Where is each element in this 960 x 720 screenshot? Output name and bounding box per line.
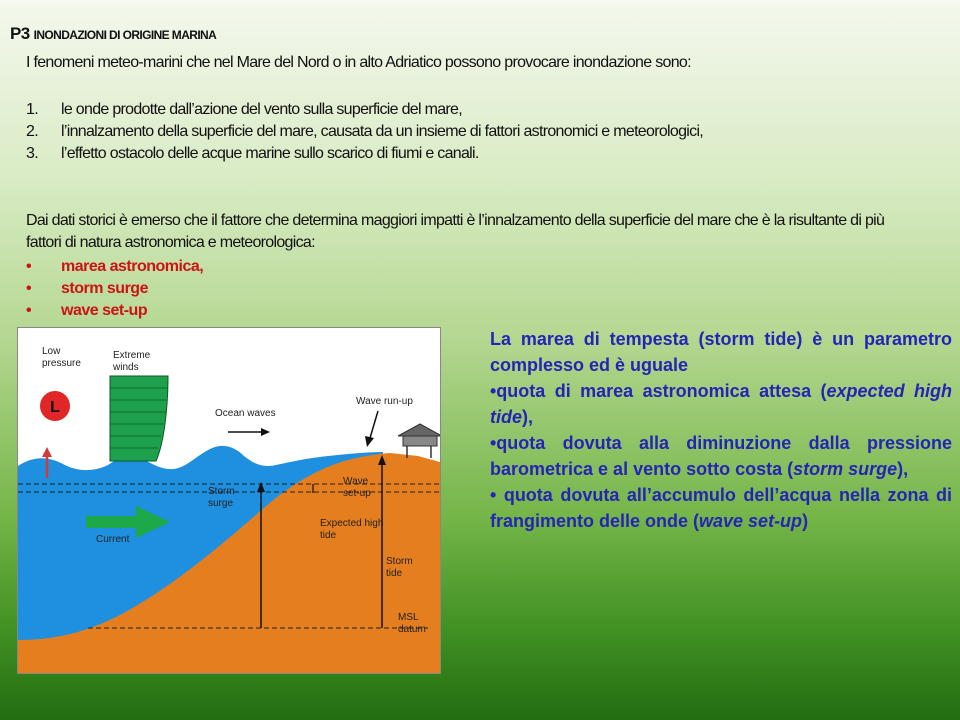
explanation-after: ), [897, 459, 909, 479]
historical-paragraph: Dai dati storici è emerso che il fattore che determina maggiori impatti è l’innalzamento della superficie del mare che è la risultante di più fattori di natura astronomica e meteorologica: [26, 212, 885, 251]
item-text: l’effetto ostacolo delle acque marine sullo scarico di fiumi e canali. [61, 145, 479, 162]
wave-runup-arrow-icon [370, 411, 378, 438]
numbered-item [26, 143, 926, 165]
low-pressure-symbol: L [50, 399, 60, 416]
item-number: 1. [26, 101, 38, 118]
explanation-line [490, 326, 952, 378]
storm-tide-explanation [490, 326, 952, 534]
factor-text: wave set-up [61, 302, 148, 319]
bullet-glyph: • [26, 280, 32, 297]
numbered-item [26, 121, 926, 143]
wave-setup-label: Wave set-up [343, 476, 371, 499]
title-code: P3 [10, 24, 30, 43]
explanation-after: ), [522, 407, 534, 427]
storm-tide-diagram [17, 327, 441, 674]
explanation-plain: •quota di marea astronomica attesa ( [490, 381, 827, 401]
factor-item [26, 256, 203, 278]
factor-text: storm surge [61, 280, 148, 297]
storm-tide-label: Storm tide [386, 556, 413, 579]
explanation-after: ) [802, 511, 809, 531]
title-text: INONDAZIONI DI ORIGINE MARINA [33, 28, 217, 42]
current-label: Current [96, 534, 130, 545]
numbered-item [26, 99, 926, 121]
item-number: 3. [26, 145, 38, 162]
ocean-waves-arrowhead [261, 428, 270, 436]
numbered-list [26, 99, 926, 165]
explanation-term: storm surge [793, 459, 898, 479]
factor-item [26, 278, 203, 300]
explanation-plain: • quota dovuta all’accumulo dell’acqua nella zona di frangimento delle onde ( [490, 485, 952, 531]
msl-datum-label: MSL datum [398, 612, 426, 635]
item-text: le onde prodotte dall’azione del vento sulla superficie del mare, [61, 101, 463, 118]
intro-text: I fenomeni meteo-marini che nel Mare del Nord o in alto Adriatico possono provocare inondazione sono: [26, 54, 691, 71]
explanation-line [490, 430, 952, 482]
factor-item [26, 300, 203, 322]
explanation-line [490, 378, 952, 430]
pressure-arrowhead [42, 447, 52, 457]
slide-title [10, 24, 216, 44]
factor-list [26, 256, 203, 322]
storm-surge-label: Storm surge [208, 486, 235, 509]
explanation-plain: La marea di tempesta (storm tide) è un parametro complesso ed è uguale [490, 329, 952, 375]
bullet-glyph: • [26, 258, 32, 275]
extreme-winds-label: Extreme winds [113, 350, 151, 373]
explanation-line [490, 482, 952, 534]
item-number: 2. [26, 123, 38, 140]
explanation-term: wave set-up [699, 511, 803, 531]
expected-high-tide-label: Expected high tide [320, 518, 384, 541]
wave-runup-label: Wave run-up [356, 396, 413, 407]
item-text: l’innalzamento della superficie del mare, causata da un insieme di fattori astronomici e meteorologici, [61, 123, 704, 140]
explanation-plain: •quota dovuta alla diminuzione dalla pressione barometrica e al vento sotto costa ( [490, 433, 952, 479]
explanation-term: expected high tide [490, 381, 952, 427]
ocean-waves-label: Ocean waves [215, 408, 276, 419]
low-pressure-label: Low pressure [42, 346, 81, 369]
wave-runup-arrowhead [365, 436, 374, 447]
house-icon [398, 424, 440, 458]
bullet-glyph: • [26, 302, 32, 319]
diagram-svg [18, 328, 440, 673]
factor-text: marea astronomica, [61, 258, 204, 275]
